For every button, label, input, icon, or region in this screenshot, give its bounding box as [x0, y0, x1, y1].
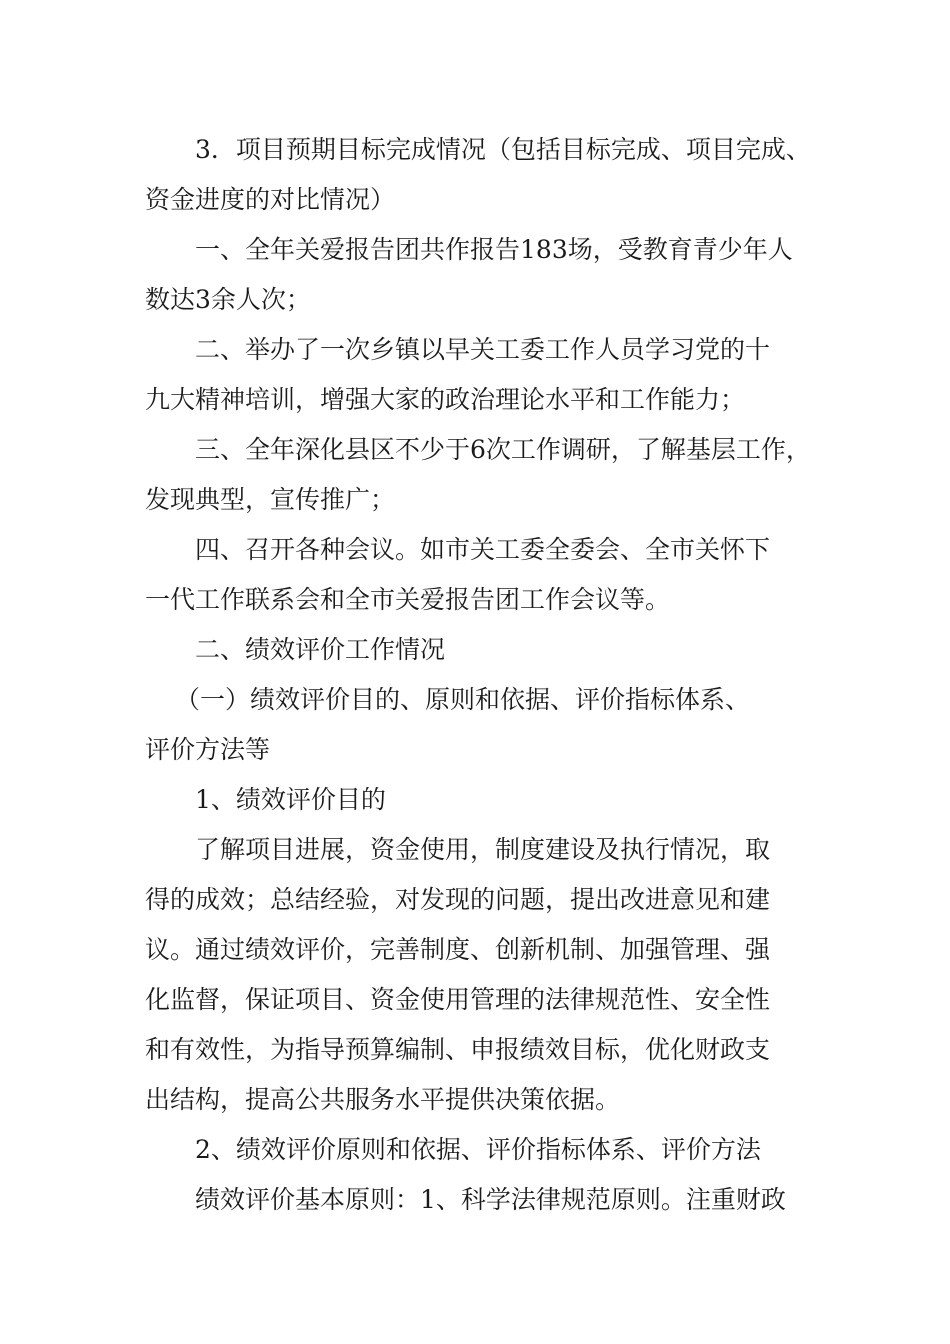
- text-line: 一代工作联系会和全市关爱报告团工作会议等。: [145, 585, 671, 614]
- text-line: 资金进度的对比情况）: [145, 185, 396, 214]
- text-line: 和有效性，为指导预算编制、申报绩效目标，优化财政支: [145, 1035, 771, 1064]
- text-line: 二、举办了一次乡镇以早关工委工作人员学习党的十: [195, 335, 771, 364]
- text-line: 三、全年深化县区不少于6次工作调研，了解基层工作，: [195, 435, 811, 464]
- text-line: 了解项目进展，资金使用，制度建设及执行情况，取: [195, 835, 771, 864]
- text-line: 四、召开各种会议。如市关工委全委会、全市关怀下: [195, 535, 771, 564]
- text-line: 化监督，保证项目、资金使用管理的法律规范性、安全性: [145, 985, 771, 1014]
- section-heading: 二、绩效评价工作情况: [195, 635, 446, 664]
- text-line: 数达3余人次；: [145, 285, 311, 314]
- text-line: 3．项目预期目标完成情况（包括目标完成、项目完成、: [195, 135, 811, 164]
- text-line: 得的成效；总结经验，对发现的问题，提出改进意见和建: [145, 885, 771, 914]
- item-heading: 2、绩效评价原则和依据、评价指标体系、评价方法: [195, 1135, 761, 1164]
- text-line: 一、全年关爱报告团共作报告183场，受教育青少年人: [195, 235, 793, 264]
- text-line: 评价方法等: [145, 735, 271, 764]
- text-line: 议。通过绩效评价，完善制度、创新机制、加强管理、强: [145, 935, 771, 964]
- text-line: 发现典型，宣传推广；: [145, 485, 396, 514]
- text-line: 九大精神培训，增强大家的政治理论水平和工作能力；: [145, 385, 746, 414]
- text-line: 出结构，提高公共服务水平提供决策依据。: [145, 1085, 621, 1114]
- item-heading: 1、绩效评价目的: [195, 785, 386, 814]
- text-line: 绩效评价基本原则：1、科学法律规范原则。注重财政: [195, 1185, 786, 1214]
- subsection-heading: （一）绩效评价目的、原则和依据、评价指标体系、: [175, 685, 751, 714]
